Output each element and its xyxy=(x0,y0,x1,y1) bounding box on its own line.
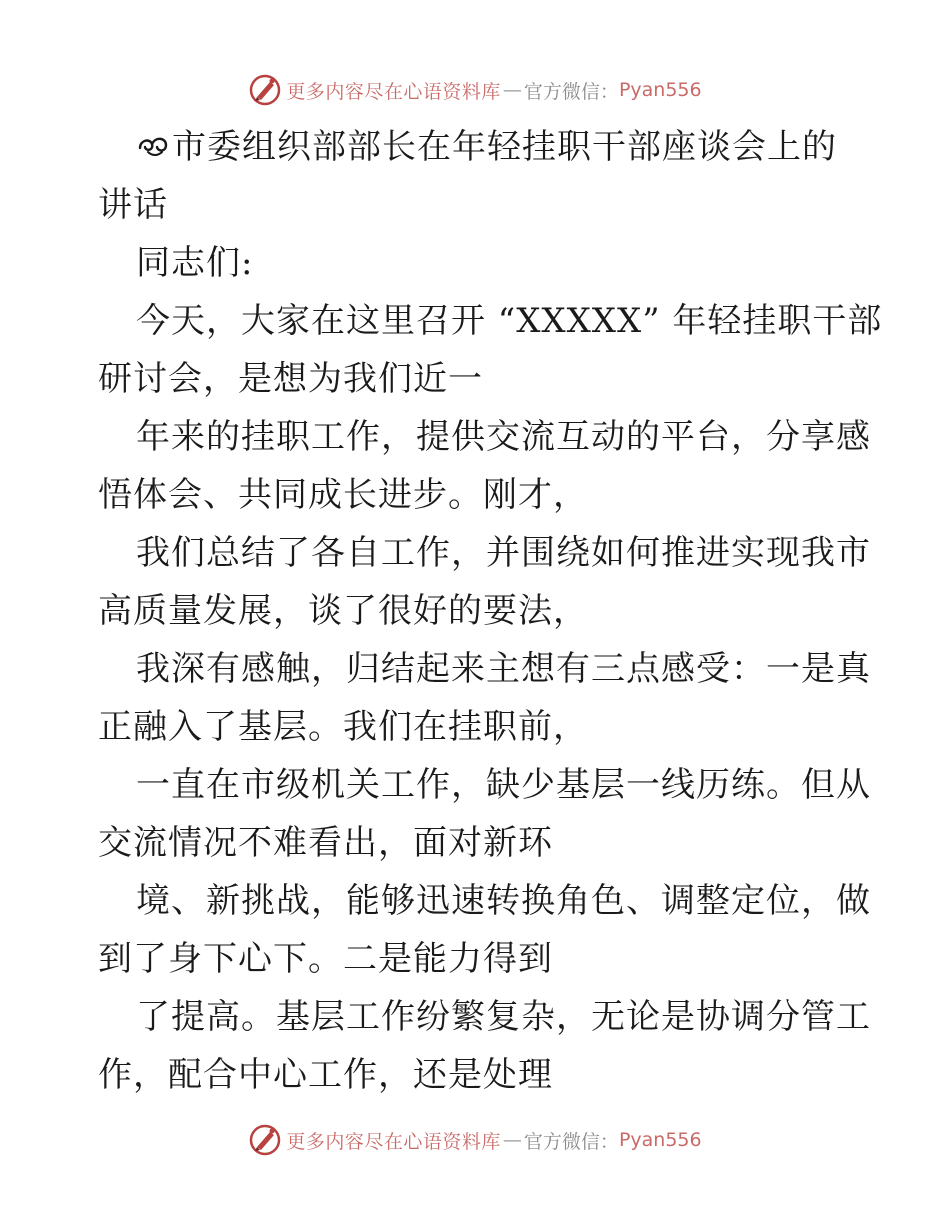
paragraph-line: 高质量发展，谈了很好的要法， xyxy=(98,591,588,631)
paragraph-line: 正融入了基层。我们在挂职前， xyxy=(98,707,588,747)
paragraph-line: 年来的挂职工作，提供交流互动的平台，分享感 xyxy=(136,417,871,457)
paragraph-line: 我们总结了各自工作，并围绕如何推进实现我市 xyxy=(136,533,871,573)
ornament-icon xyxy=(136,128,170,162)
paragraph-line: 境、新挑战，能够迅速转换角色、调整定位，做 xyxy=(136,881,871,921)
pen-logo-icon xyxy=(248,73,282,107)
paragraph-line: 今天，大家在这里召开 “XXXXX” 年轻挂职干部 xyxy=(136,301,883,341)
pen-logo-icon xyxy=(248,1123,282,1157)
paragraph-line: 作，配合中心工作，还是处理 xyxy=(98,1055,553,1095)
header-banner xyxy=(0,70,950,110)
paragraph-line: 一直在市级机关工作，缺少基层一线历练。但从 xyxy=(136,765,871,805)
banner-label: 官方微信： xyxy=(523,80,619,103)
footer-banner xyxy=(0,1120,950,1160)
banner-text: 更多内容尽在心语资料库 xyxy=(286,1130,501,1153)
banner-text: 更多内容尽在心语资料库 xyxy=(286,80,501,103)
banner-label: 官方微信： xyxy=(523,1130,619,1153)
paragraph-line: 悟体会、共同成长进步。刚才， xyxy=(98,475,588,515)
paragraph-line: 我深有感触，归结起来主想有三点感受：一是真 xyxy=(136,649,871,689)
banner-separator: — xyxy=(502,79,522,101)
paragraph-line: 了提高。基层工作纷繁复杂，无论是协调分管工 xyxy=(136,997,871,1037)
paragraph-line: 到了身下心下。二是能力得到 xyxy=(98,939,553,979)
document-title: 市委组织部部长在年轻挂职干部座谈会上的 xyxy=(172,127,837,167)
paragraph-line: 研讨会，是想为我们近一 xyxy=(98,359,483,399)
document-title-line xyxy=(98,118,858,176)
banner-separator: — xyxy=(502,1129,522,1151)
salutation: 同志们: xyxy=(136,243,254,283)
banner-wechat-id: Pyan556 xyxy=(618,79,702,101)
document-body xyxy=(98,118,883,1104)
banner-wechat-id: Pyan556 xyxy=(618,1129,702,1151)
document-title-continued: 讲话 xyxy=(98,185,168,225)
paragraph-line: 交流情况不难看出，面对新环 xyxy=(98,823,553,863)
